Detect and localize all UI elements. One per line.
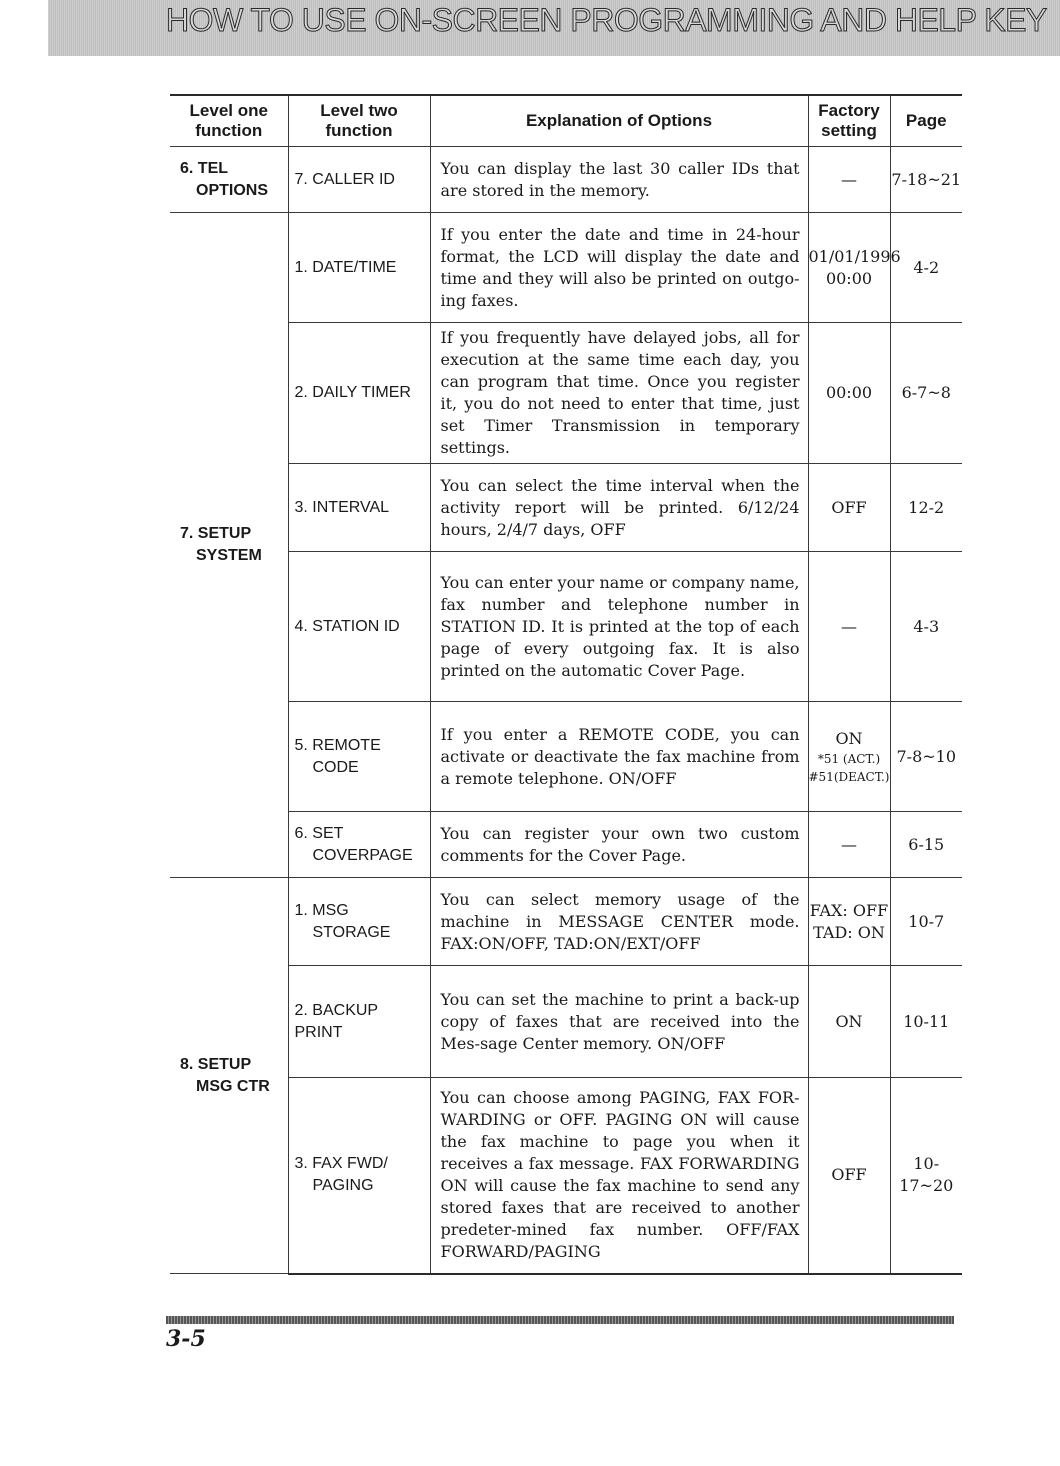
level-two-cell: 7. CALLER ID xyxy=(288,147,430,213)
table-row xyxy=(170,147,962,213)
explanation-cell: You can choose among PAGING, FAX FOR-WARDING or OFF. PAGING ON will cause the fax machine to page you when it receives a fax message. FAX FORWARDING ON will cause the fax machine to send any stored faxes that are received to another predeter-mined fax number. OFF/FAX FORWARD/PAGING xyxy=(430,1078,808,1274)
page-title: HOW TO USE ON-SCREEN PROGRAMMING AND HELP KEY xyxy=(166,2,1047,38)
factory-setting-cell: — xyxy=(808,552,890,702)
table-row xyxy=(170,323,962,464)
page-ref-cell: 7-18~21 xyxy=(890,147,962,213)
factory-setting-cell: FAX: OFF TAD: ON xyxy=(808,878,890,966)
page-ref-cell: 6-7~8 xyxy=(890,323,962,464)
explanation-cell: If you enter the date and time in 24-hour format, the LCD will display the date and time and they will also be printed on outgo-ing faxes. xyxy=(430,213,808,323)
factory-setting-cell: ON xyxy=(808,966,890,1078)
explanation-cell: You can display the last 30 caller IDs that are stored in the memory. xyxy=(430,147,808,213)
level-two-cell: 5. REMOTE CODE xyxy=(288,702,430,812)
table-row xyxy=(170,878,962,966)
options-table xyxy=(170,94,962,1275)
level-two-cell: 1. MSG STORAGE xyxy=(288,878,430,966)
footer-rule xyxy=(166,1316,954,1324)
table-row xyxy=(170,702,962,812)
level-two-cell: 6. SET COVERPAGE xyxy=(288,812,430,878)
table-header-row xyxy=(170,95,962,147)
col-factory-setting: Factory setting xyxy=(808,95,890,147)
table-row xyxy=(170,1078,962,1274)
col-level-two: Level two function xyxy=(288,95,430,147)
explanation-cell: You can set the machine to print a back-up copy of faxes that are received into the Mes-sage Center memory. ON/OFF xyxy=(430,966,808,1078)
level-two-cell: 2. DAILY TIMER xyxy=(288,323,430,464)
col-explanation: Explanation of Options xyxy=(430,95,808,147)
level-two-cell: 3. FAX FWD/ PAGING xyxy=(288,1078,430,1274)
table-row xyxy=(170,812,962,878)
page-ref-cell: 10-11 xyxy=(890,966,962,1078)
table-row xyxy=(170,552,962,702)
page-ref-cell: 10-17~20 xyxy=(890,1078,962,1274)
explanation-cell: You can select memory usage of the machine in MESSAGE CENTER mode. FAX:ON/OFF, TAD:ON/EXT/OFF xyxy=(430,878,808,966)
factory-setting-cell: OFF xyxy=(808,464,890,552)
col-level-one: Level one function xyxy=(170,95,288,147)
level-one-cell: 6. TEL OPTIONS xyxy=(170,147,288,213)
explanation-cell: You can select the time interval when the activity report will be printed. 6/12/24 hours, 2/4/7 days, OFF xyxy=(430,464,808,552)
level-two-cell: 3. INTERVAL xyxy=(288,464,430,552)
level-one-cell: 8. SETUP MSG CTR xyxy=(170,878,288,1274)
factory-setting-cell: — xyxy=(808,147,890,213)
page-ref-cell: 4-2 xyxy=(890,213,962,323)
page-ref-cell: 4-3 xyxy=(890,552,962,702)
table-row xyxy=(170,966,962,1078)
explanation-cell: If you frequently have delayed jobs, all for execution at the same time each day, you can program that time. Once you register it, you do not need to enter that time, just set Timer Transmission in temporary settings. xyxy=(430,323,808,464)
factory-setting-cell: 01/01/1996 00:00 xyxy=(808,213,890,323)
factory-setting-cell: ON *51 (ACT.) #51(DEACT.) xyxy=(808,702,890,812)
page-ref-cell: 12-2 xyxy=(890,464,962,552)
level-two-cell: 4. STATION ID xyxy=(288,552,430,702)
explanation-cell: If you enter a REMOTE CODE, you can activate or deactivate the fax machine from a remote telephone. ON/OFF xyxy=(430,702,808,812)
explanation-cell: You can register your own two custom comments for the Cover Page. xyxy=(430,812,808,878)
page-ref-cell: 10-7 xyxy=(890,878,962,966)
level-two-cell: 2. BACKUP PRINT xyxy=(288,966,430,1078)
header-banner xyxy=(48,0,1060,56)
factory-setting-cell: 00:00 xyxy=(808,323,890,464)
factory-setting-cell: OFF xyxy=(808,1078,890,1274)
explanation-cell: You can enter your name or company name, fax number and telephone number in STATION ID. It is printed at the top of each page of every outgoing fax. It is also printed on the automatic Cover Page. xyxy=(430,552,808,702)
page-ref-cell: 7-8~10 xyxy=(890,702,962,812)
level-two-cell: 1. DATE/TIME xyxy=(288,213,430,323)
factory-setting-cell: — xyxy=(808,812,890,878)
col-page: Page xyxy=(890,95,962,147)
page-ref-cell: 6-15 xyxy=(890,812,962,878)
table-row xyxy=(170,213,962,323)
table-row xyxy=(170,464,962,552)
level-one-cell: 7. SETUP SYSTEM xyxy=(170,213,288,878)
page-number: 3-5 xyxy=(166,1326,206,1352)
